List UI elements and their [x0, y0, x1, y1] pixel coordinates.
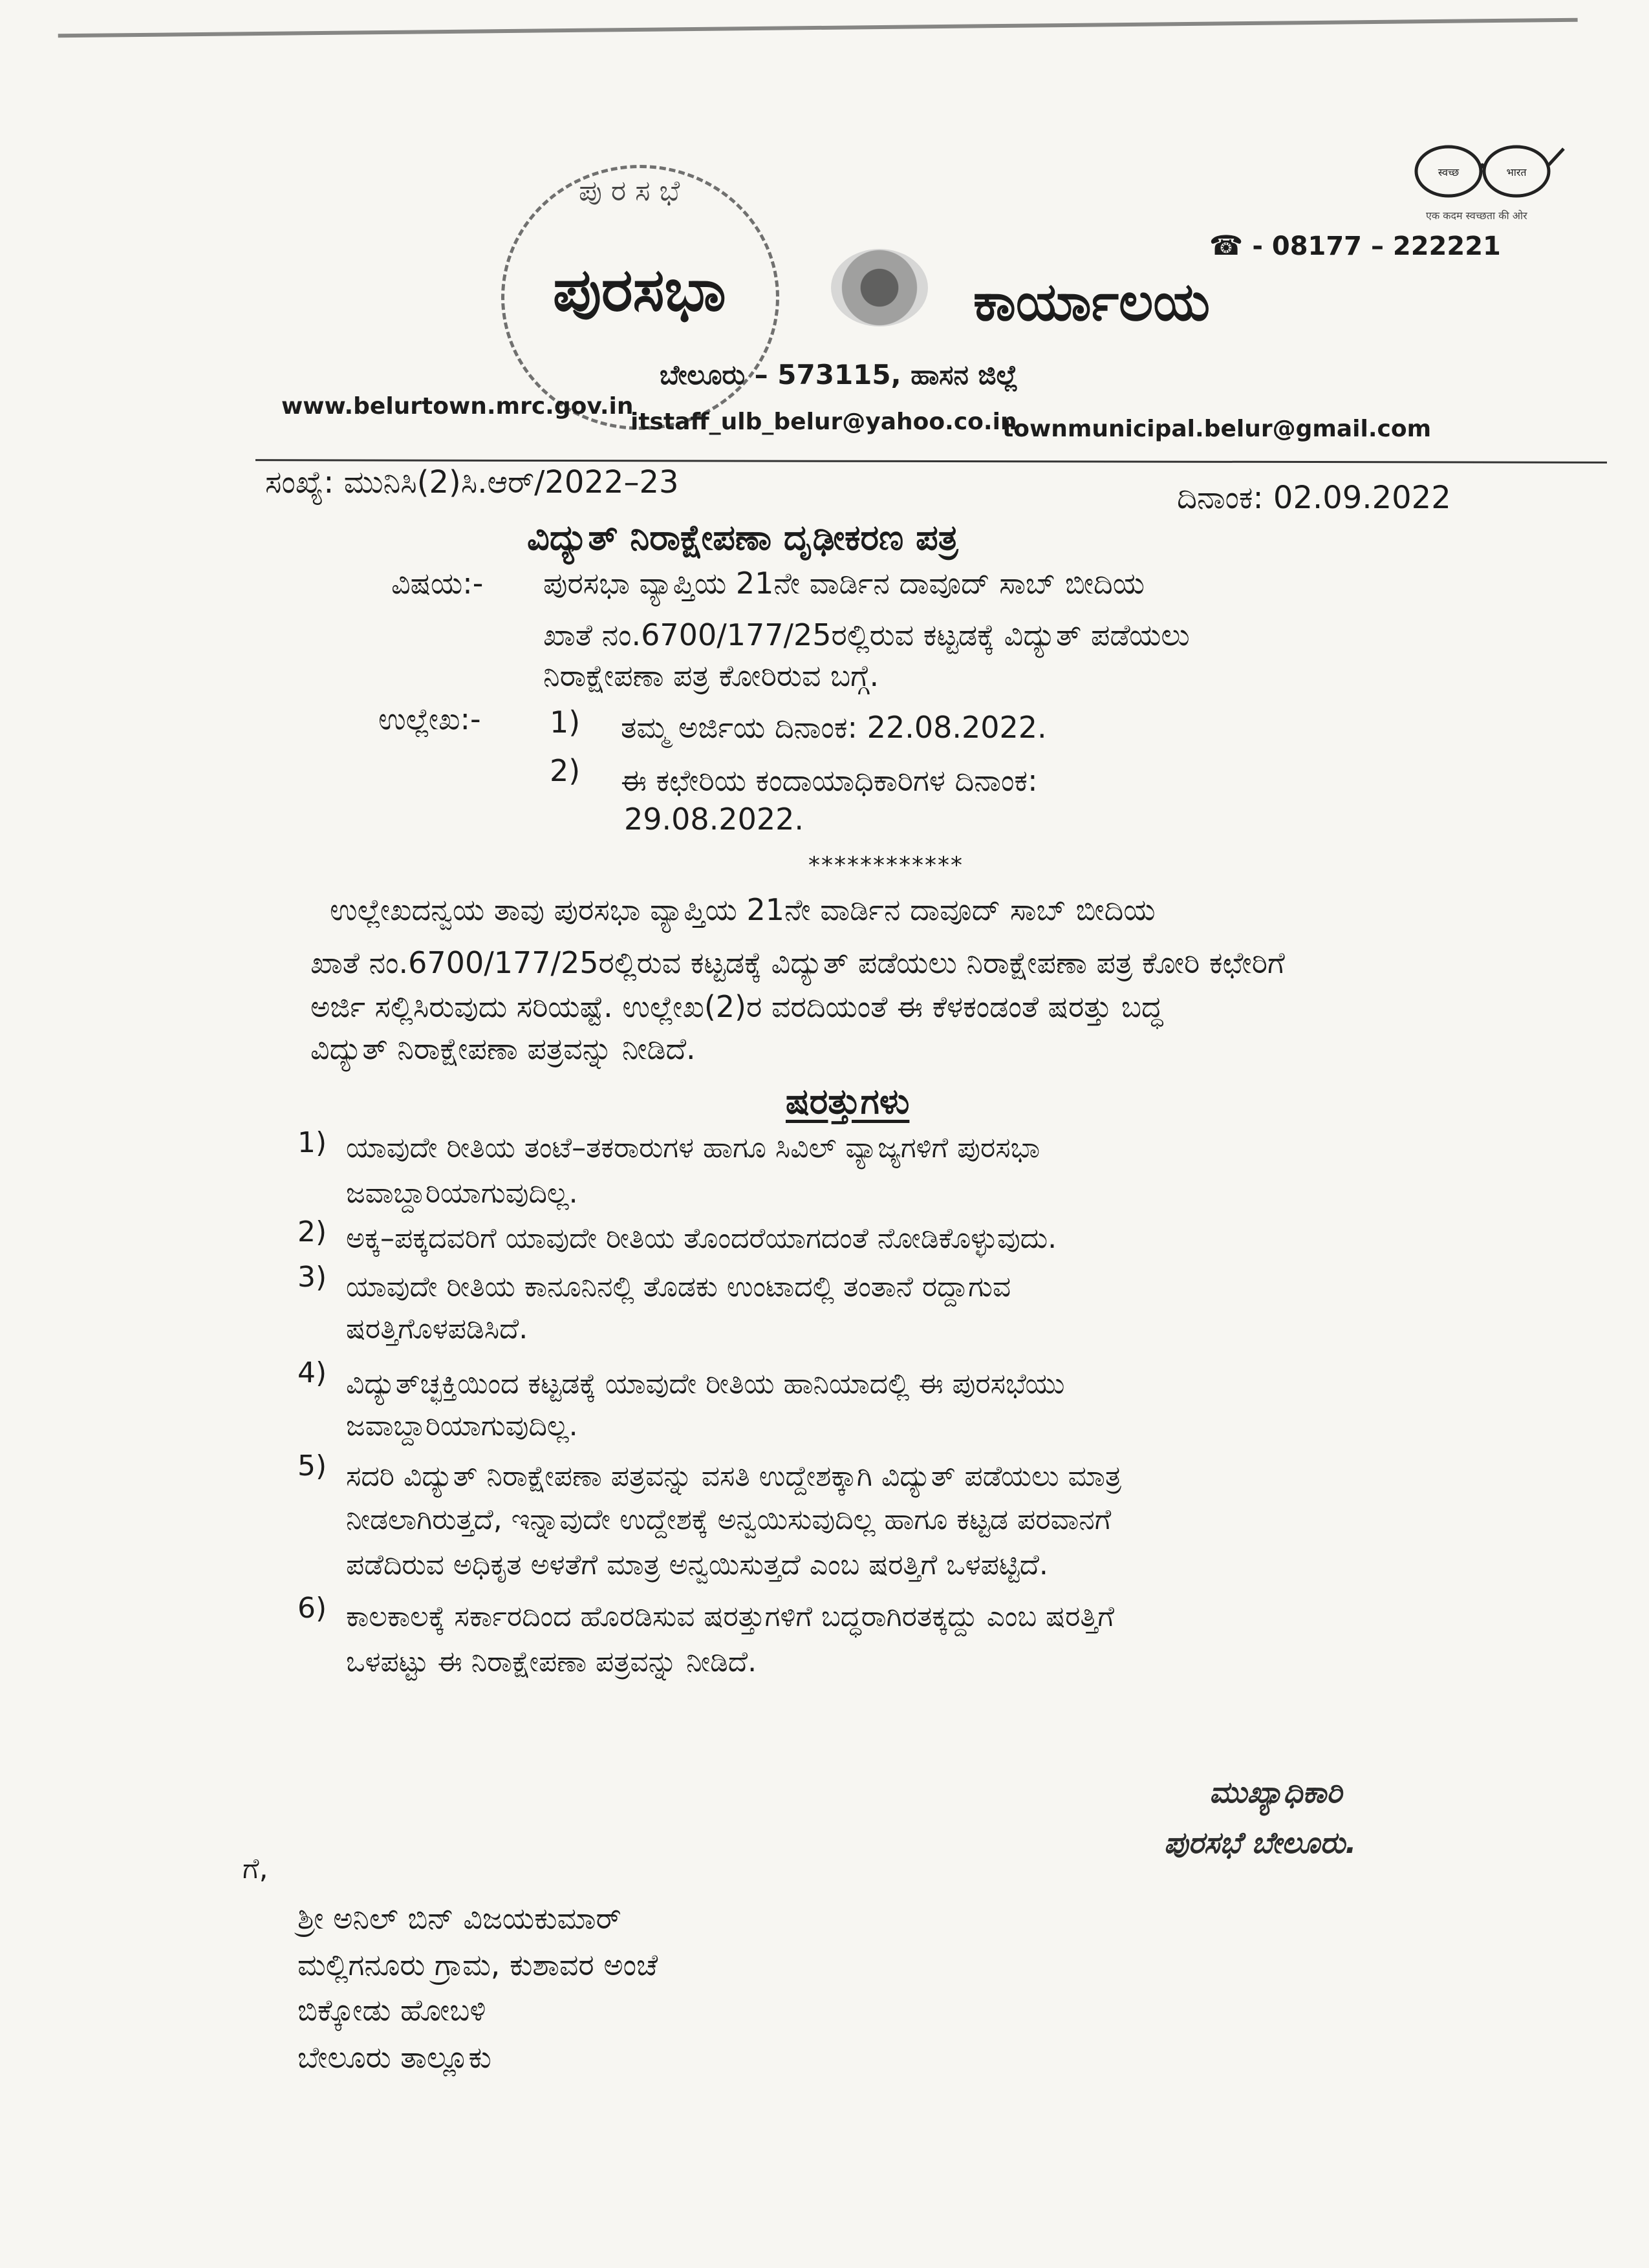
- letter-date: ದಿನಾಂಕ: 02.09.2022: [1177, 480, 1451, 516]
- signatory-designation: ಮುಖ್ಯಾಧಿಕಾರಿ: [1209, 1775, 1342, 1810]
- recipient-to-label: ಗೆ,: [242, 1852, 268, 1885]
- recipient-line: ಬಿಕ್ಕೋಡು ಹೋಬಳಿ: [297, 1993, 486, 2027]
- subject-line: ನಿರಾಕ್ಷೇಪಣಾ ಪತ್ರ ಕೋರಿರುವ ಬಗ್ಗೆ.: [543, 658, 879, 693]
- condition-number: 5): [297, 1450, 327, 1482]
- phone-number: [1209, 230, 1501, 261]
- condition-number: 6): [297, 1592, 327, 1625]
- body-line: ಖಾತೆ ನಂ.6700/177/25ರಲ್ಲಿರುವ ಕಟ್ಟಡಕ್ಕೆ ವಿದ್ಯುತ್ ಪಡೆಯಲು ನಿರಾಕ್ಷೇಪಣಾ ಪತ್ರ ಕೋರಿ ಕಛೇರಿಗೆ: [310, 945, 1285, 980]
- condition-line: ಒಳಪಟ್ಟು ಈ ನಿರಾಕ್ಷೇಪಣಾ ಪತ್ರವನ್ನು ನೀಡಿದೆ.: [346, 1645, 757, 1678]
- document-title: ವಿದ್ಯುತ್ ನಿರಾಕ್ಷೇಪಣಾ ದೃಢೀಕರಣ ಪತ್ರ: [527, 517, 958, 558]
- condition-number: 1): [297, 1126, 327, 1159]
- reference-item-text: ತಮ್ಮ ಅರ್ಜಿಯ ದಿನಾಂಕ: 22.08.2022.: [621, 710, 1047, 745]
- condition-line: ಯಾವುದೇ ರೀತಿಯ ಕಾನೂನಿನಲ್ಲಿ ತೊಡಕು ಉಂಟಾದಲ್ಲಿ ತಂತಾನೆ ರದ್ದಾಗುವ: [346, 1270, 1011, 1303]
- conditions-heading: ಷರತ್ತುಗಳು: [786, 1081, 910, 1122]
- website-link[interactable]: www.belurtown.mrc.gov.in: [281, 393, 634, 420]
- header-divider: [255, 459, 1607, 464]
- office-address: ಬೇಲೂರು – 573115, ಹಾಸನ ಜಿಲ್ಲೆ: [660, 359, 1018, 390]
- separator-stars: ************: [808, 852, 964, 879]
- reference-number: ಸಂಖ್ಯೆ: ಮುನಿಸಿ(2)ಸಿ.ಆರ್/2022–23: [265, 464, 679, 500]
- recipient-line: ಬೇಲೂರು ತಾಲ್ಲೂಕು: [297, 2040, 491, 2075]
- telephone-icon: ☎: [1209, 230, 1244, 261]
- reference-item-text: ಈ ಕಛೇರಿಯ ಕಂದಾಯಾಧಿಕಾರಿಗಳ ದಿನಾಂಕ:: [621, 763, 1038, 798]
- condition-number: 2): [297, 1215, 327, 1248]
- subject-label: ವಿಷಯ:-: [391, 566, 484, 601]
- body-line: ವಿದ್ಯುತ್ ನಿರಾಕ್ಷೇಪಣಾ ಪತ್ರವನ್ನು ನೀಡಿದೆ.: [310, 1031, 696, 1066]
- subject-line: ಪುರಸಭಾ ವ್ಯಾಪ್ತಿಯ 21ನೇ ವಾರ್ಡಿನ ದಾವೂದ್ ಸಾಬ್ ಬೀದಿಯ: [543, 566, 1145, 601]
- email-link-1[interactable]: itstaff_ulb_belur@yahoo.co.in: [630, 409, 1017, 435]
- swachh-bharat-emblem-icon: [1410, 136, 1565, 207]
- emblem-right-text: भारत: [1506, 166, 1527, 178]
- references-label: ಉಲ್ಲೇಖ:-: [378, 701, 481, 736]
- body-line: ಉಲ್ಲೇಖದನ್ವಯ ತಾವು ಪುರಸಭಾ ವ್ಯಾಪ್ತಿಯ 21ನೇ ವಾರ್ಡಿನ ದಾವೂದ್ ಸಾಬ್ ಬೀದಿಯ: [330, 892, 1156, 927]
- office-name-left: ಪುರಸಭಾ: [553, 255, 726, 325]
- condition-line: ಜವಾಬ್ದಾರಿಯಾಗುವುದಿಲ್ಲ.: [346, 1409, 578, 1442]
- emblem-caption: एक कदम स्वच्छता की ओर: [1426, 209, 1527, 222]
- condition-line: ಅಕ್ಕ–ಪಕ್ಕದವರಿಗೆ ಯಾವುದೇ ರೀತಿಯ ತೊಂದರೆಯಾಗದಂತೆ ನೋಡಿಕೊಳ್ಳುವುದು.: [346, 1222, 1057, 1255]
- scan-edge-mark: [58, 18, 1579, 77]
- condition-line: ನೀಡಲಾಗಿರುತ್ತದೆ, ಇನ್ನಾವುದೇ ಉದ್ದೇಶಕ್ಕೆ ಅನ್ವಯಿಸುವುದಿಲ್ಲ ಹಾಗೂ ಕಟ್ಟಡ ಪರವಾನಗೆ: [346, 1503, 1112, 1536]
- office-name-right: ಕಾರ್ಯಾಲಯ: [973, 272, 1211, 333]
- email-link-2[interactable]: townmunicipal.belur@gmail.com: [1002, 416, 1432, 442]
- condition-line: ಕಾಲಕಾಲಕ್ಕೆ ಸರ್ಕಾರದಿಂದ ಹೊರಡಿಸುವ ಷರತ್ತುಗಳಿಗೆ ಬದ್ಧರಾಗಿರತಕ್ಕದ್ದು ಎಂಬ ಷರತ್ತಿಗೆ: [346, 1600, 1114, 1633]
- seal-text: ಪುರಸಭೆ: [579, 175, 689, 208]
- reference-item-number: 2): [550, 753, 581, 788]
- reference-item-date: 29.08.2022.: [624, 802, 804, 837]
- condition-line: ಪಡೆದಿರುವ ಅಧಿಕೃತ ಅಳತೆಗೆ ಮಾತ್ರ ಅನ್ವಯಿಸುತ್ತದೆ ಎಂಬ ಷರತ್ತಿಗೆ ಒಳಪಟ್ಟಿದೆ.: [346, 1548, 1048, 1581]
- recipient-line: ಮಲ್ಲಿಗನೂರು ಗ್ರಾಮ, ಕುಶಾವರ ಅಂಚೆ: [297, 1947, 658, 1982]
- body-line: ಅರ್ಜಿ ಸಲ್ಲಿಸಿರುವುದು ಸರಿಯಷ್ಟೆ. ಉಲ್ಲೇಖ(2)ರ ವರದಿಯಂತೆ ಈ ಕೆಳಕಂಡಂತೆ ಷರತ್ತು ಬದ್ಧ: [310, 989, 1163, 1024]
- signatory-office: ಪುರಸಭೆ ಬೇಲೂರು.: [1164, 1825, 1357, 1860]
- condition-number: 3): [297, 1261, 327, 1294]
- phone-text: - 08177 – 222221: [1252, 231, 1501, 261]
- emblem-left-text: स्वच्छ: [1438, 166, 1460, 178]
- municipal-logo-icon: [831, 249, 928, 326]
- reference-item-number: 1): [550, 705, 581, 740]
- condition-line: ಸದರಿ ವಿದ್ಯುತ್ ನಿರಾಕ್ಷೇಪಣಾ ಪತ್ರವನ್ನು ವಸತಿ ಉದ್ದೇಶಕ್ಕಾಗಿ ವಿದ್ಯುತ್ ಪಡೆಯಲು ಮಾತ್ರ: [346, 1460, 1122, 1493]
- condition-line: ಯಾವುದೇ ರೀತಿಯ ತಂಟೆ–ತಕರಾರುಗಳ ಹಾಗೂ ಸಿವಿಲ್ ವ್ಯಾಜ್ಯಗಳಿಗೆ ಪುರಸಭಾ: [346, 1131, 1040, 1164]
- condition-line: ಷರತ್ತಿಗೊಳಪಡಿಸಿದೆ.: [346, 1312, 528, 1345]
- condition-line: ಜವಾಬ್ದಾರಿಯಾಗುವುದಿಲ್ಲ.: [346, 1177, 578, 1210]
- condition-number: 4): [297, 1356, 327, 1389]
- subject-line: ಖಾತೆ ನಂ.6700/177/25ರಲ್ಲಿರುವ ಕಟ್ಟಡಕ್ಕೆ ವಿದ್ಯುತ್ ಪಡೆಯಲು: [543, 617, 1190, 652]
- condition-line: ವಿದ್ಯುತ್‌ಚ್ಛಕ್ತಿಯಿಂದ ಕಟ್ಟಡಕ್ಕೆ ಯಾವುದೇ ರೀತಿಯ ಹಾನಿಯಾದಲ್ಲಿ ಈ ಪುರಸಭೆಯು: [346, 1367, 1065, 1400]
- recipient-line: ಶ್ರೀ ಅನಿಲ್ ಬಿನ್ ವಿಜಯಕುಮಾರ್: [297, 1901, 621, 1936]
